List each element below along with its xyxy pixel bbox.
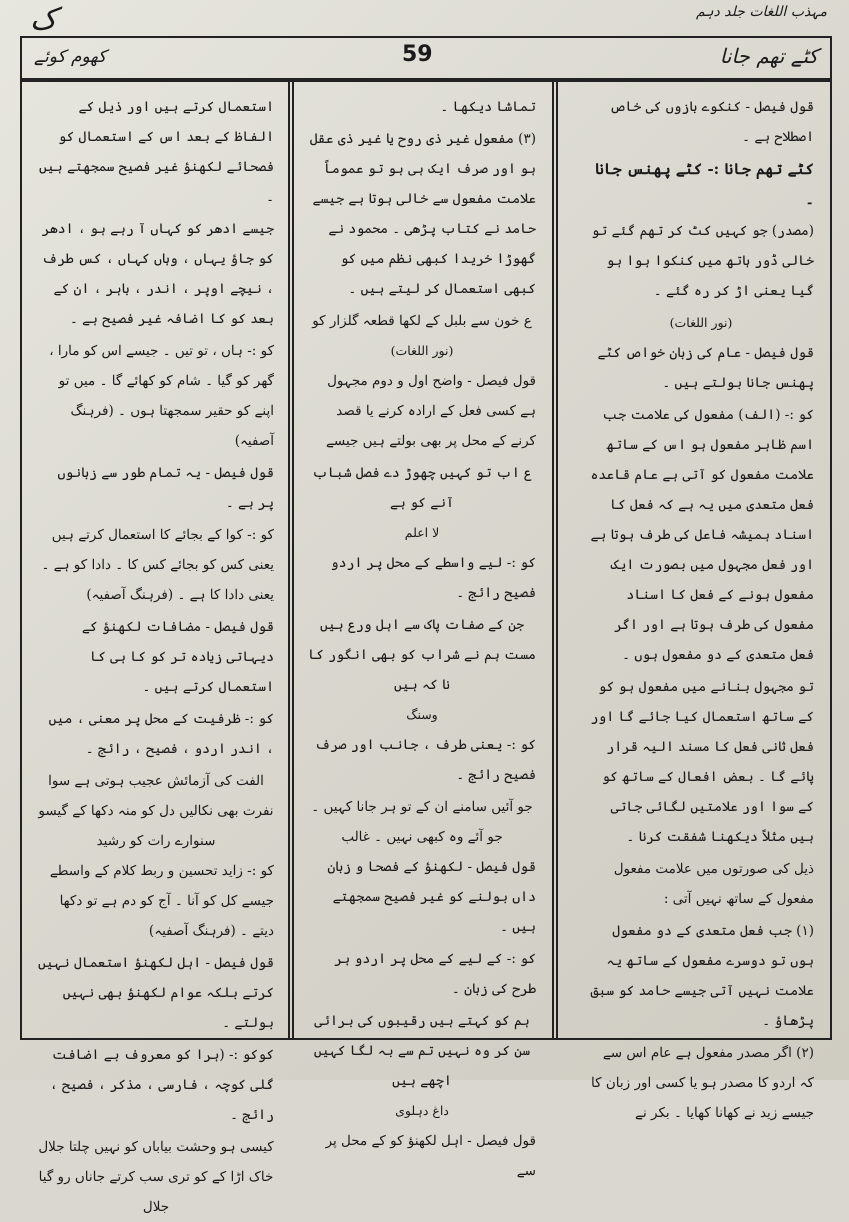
header-last-entry: کھوم کوئے <box>34 47 107 67</box>
verse: ہم کو کہتے ہیں رقیبوں کی برائی سن کر وہ نہیں تم سے بہ لگا کہیں اچھے ہیں <box>313 1013 531 1089</box>
paragraph: قول فیصل - مضافات لکھنؤ کے دیہاتی زیادہ تر کو کا ہی کا استعمال کرتے ہیں ۔ <box>81 619 274 695</box>
paragraph: کو :- یعنی طرف ، جانب اور صرف فصیح رائج ۔ <box>314 737 536 783</box>
paragraph: (مصدر) جو کہیں کٹ کر تھم گئے تو خالی ڈور ہاتھ میں کنکوا ہوا ہو گیا یعنی اڑ کر رہ گئے ۔ <box>591 223 814 299</box>
paragraph: کو :- لیے واسطے کے محل پر اردو فصیح رائج ۔ <box>330 555 536 601</box>
paragraph: کو :- ظرفیت کے محل پر معنی ، میں ، اندر اردو ، فصیح ، رائج ۔ <box>48 711 274 757</box>
verse: ع اب تو کہیں چھوڑ دے فصل شباب آنے کو ہے <box>312 465 532 511</box>
verse: ع خون سے بلبل کے لکھا قطعہ گلزار کو <box>312 313 532 329</box>
citation: (نور اللغات) <box>669 315 733 330</box>
paragraph: کوکو :- (ہرا کو معروف بے اضافت گلی کوچہ ، فارسی ، مذکر ، فصیح ، رائج ۔ <box>49 1047 274 1123</box>
verse: کیسی ہو وحشت بیاباں کو نہیں چلتا جلال خاک اڑا کے کو تری سب کرتے جاناں رو گیا جلال <box>38 1139 274 1215</box>
verse: جو آئیں سامنے ان کے تو ہر جانا کہیں ۔ جو آئے وہ کبھی نہیں ۔ غالب <box>311 799 533 845</box>
paragraph: تماشا دیکھا ۔ <box>440 99 536 115</box>
column-divider <box>288 82 290 1038</box>
paragraph: (۲) اگر مصدر مفعول ہے عام اس سے کہ اردو کا مصدر ہو یا کسی اور زبان کا جیسے زید نے کھانا کھایا ۔ بکر نے <box>591 1045 814 1121</box>
paragraph: قول فیصل - اہل لکھنؤ کو کے محل پر سے <box>325 1133 536 1179</box>
middle-column <box>298 86 546 1179</box>
paragraph: ذیل کی صورتوں میں علامت مفعول مفعول کے ساتھ نہیں آتی : <box>613 861 814 907</box>
entry-headword: کٹے تھم جانا :- کٹے پھنس جانا ۔ <box>595 160 814 208</box>
paragraph: قول فیصل - اہل لکھنؤ استعمال نہیں کرتے بلکہ عوام لکھنؤ بھی نہیں بولتے ۔ <box>38 955 274 1031</box>
paragraph: قول فیصل - واضح اول و دوم مجہول ہے کسی فعل کے ارادہ کرنے یا قصد کرنے کے محل پر بھی بولتے ہیں جیسے <box>326 373 536 449</box>
paragraph: جیسے ادھر کو کہاں آ رہے ہو ، ادھر کو جاؤ یہاں ، وہاں کہاں ، کس طرف ، نیچے اوپر ، اندر ، باہر ، ان کے بعد کو کا اضافہ غیر فصیح ہے ۔ <box>41 221 274 327</box>
paragraph: کو :- ہاں ، تو تیں ۔ جیسے اس کو مارا ، گھر کو گیا ۔ شام کو کھائے گا ۔ میں تو اپنے کو حقیر سمجھتا ہوں ۔ (فرہنگ آصفیہ) <box>49 343 274 449</box>
right-column <box>578 86 824 1121</box>
citation: وسنگ <box>406 707 438 722</box>
verse: جن کے صفات پاک سے اہل ورع ہیں مست ہم نے شراب کو بھی انگور کا نا کہ ہیں <box>308 617 536 693</box>
paragraph: (۱) جب فعل متعدی کے دو مفعول ہوں تو دوسرے مفعول کے ساتھ یہ علامت نہیں آتی جیسے حامد کو سبق پڑھاؤ ۔ <box>590 923 814 1029</box>
paragraph: (۳) مفعول غیر ذی روح یا غیر ذی عقل ہو اور صرف ایک ہی ہو تو عموماً علامت مفعول سے خالی ہوتا ہے جیسے حامد نے کتاب پڑھی ۔ محمود نے گھوڑا خریدا کبھی نظم میں کو کبھی استعمال کر لیتے ہیں ۔ <box>309 131 536 297</box>
page-header <box>20 36 832 80</box>
paragraph: استعمال کرتے ہیں اور ذیل کے الفاظ کے بعد اس کے استعمال کو فصحائے لکھنؤ غیر فصیح سمجھتے ہیں ۔ <box>38 99 274 205</box>
left-column <box>28 86 284 1215</box>
column-divider <box>292 82 294 1038</box>
paragraph: قول فیصل - کنکوے بازوں کی خاص اصطلاح ہے ۔ <box>609 99 814 145</box>
column-divider <box>552 82 554 1038</box>
paragraph: کو :- زاید تحسین و ربط کلام کے واسطے جیسے کل کو آنا ۔ آج کو دم ہے تو دکھا دیتے ۔ (فرہنگ آصفیہ) <box>49 863 274 939</box>
citation: (نور اللغات) <box>390 343 454 358</box>
paragraph: قول فیصل - یہ تمام طور سے زبانوں پر ہے ۔ <box>57 465 274 511</box>
citation: لا اعلم <box>404 525 440 540</box>
page-number: 59 <box>402 42 433 67</box>
paragraph: قول فیصل - عام کی زبان خواص کٹے پھنس جانا بولتے ہیں ۔ <box>597 345 814 391</box>
citation: داغ دہلوی <box>395 1103 449 1118</box>
column-divider <box>556 82 558 1038</box>
paragraph: کو :- کوا کے بجائے کا استعمال کرتے ہیں یعنی کس کو بجائے کس کا ۔ دادا کو ہے ۔ یعنی دادا کا ہے ۔ (فرہنگ آصفیہ) <box>41 527 274 603</box>
paragraph: قول فیصل - لکھنؤ کے فصحا و زبان داں بولنے کو غیر فصیح سمجھتے ہیں ۔ <box>327 859 536 935</box>
book-title-note: مہذب اللغات جلد دہم <box>696 4 827 20</box>
header-first-entry: کٹے تھم جانا <box>719 44 818 68</box>
verse: الفت کی آزمائش عجیب ہوتی ہے سوا نفرت بھی نکالیں دل کو منہ دکھا کے گیسو سنوارے رات کو رشید <box>38 773 274 849</box>
paragraph: تو مجہول بنانے میں مفعول ہو کو کے ساتھ استعمال کیا جائے گا اور فعل ثانی فعل کا مسند الیہ قرار پائے گا ۔ بعض افعال کے ساتھ کو کے سوا اور علامتیں لگائی جاتی ہیں مثلاً دیکھنا شفقت کرنا ۔ <box>590 679 814 845</box>
content-frame <box>20 80 832 1215</box>
paragraph: کو :- (الف) مفعول کی علامت جب اسم ظاہر مفعول ہو اس کے ساتھ علامت مفعول کو آتی ہے عام قاعدہ فعل متعدی میں یہ ہے کہ فعل کا اسناد ہمیشہ فاعل کی طرف ہوتا ہے اور فعل مجہول میں بصورت ایک مفعول ہونے کے فعل کا اسناد مفعول کی طرف ہوتا ہے اور اگر فعل متعدی کے دو مفعول ہوں ۔ <box>590 407 814 663</box>
corner-annotation: ک <box>30 2 57 37</box>
paragraph: کو :- کے لیے کے محل پر اردو ہر طرح کی زبان ۔ <box>334 951 536 997</box>
